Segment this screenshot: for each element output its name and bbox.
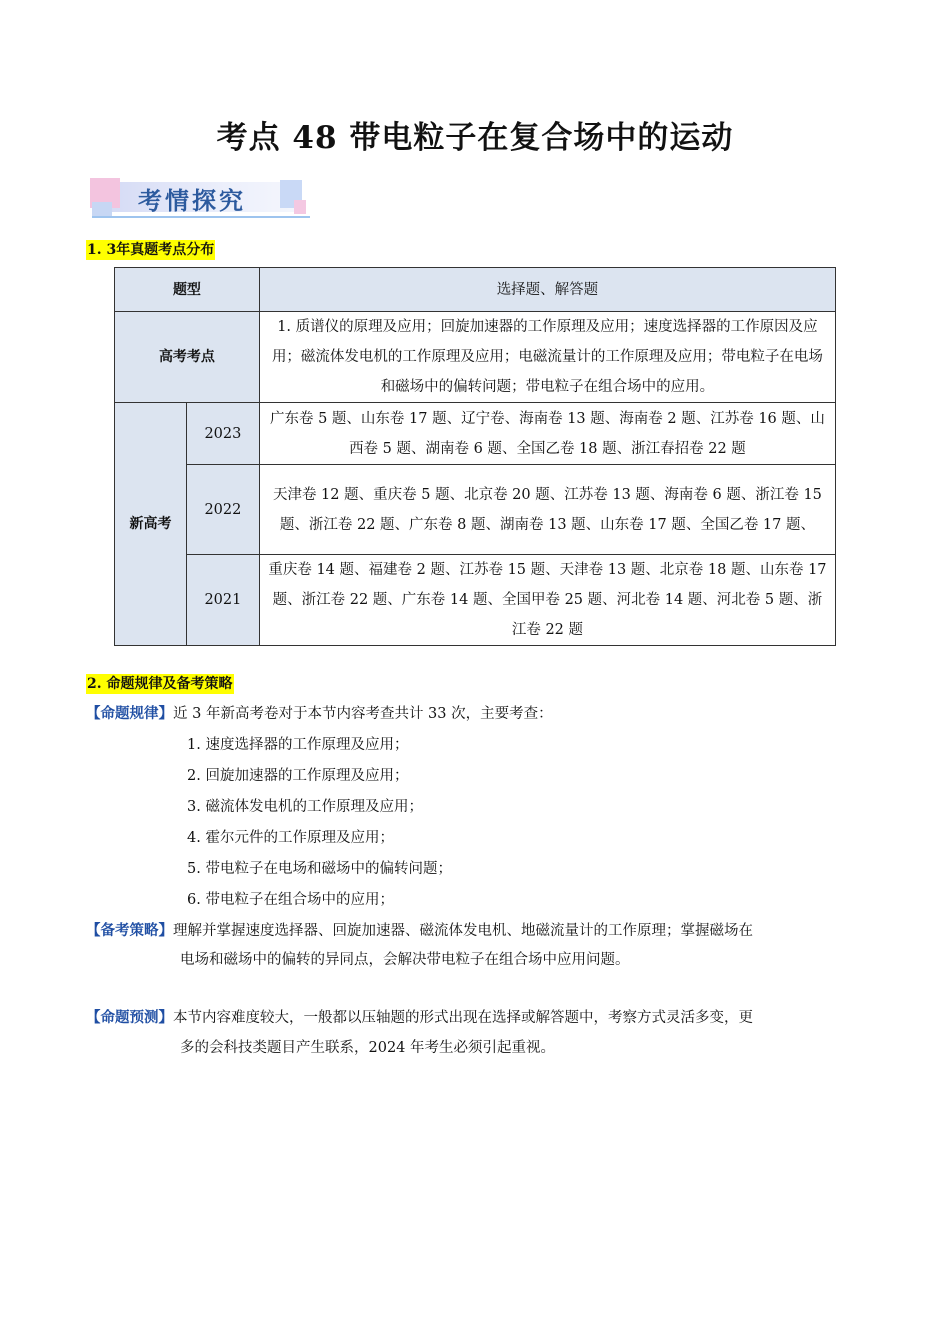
section2-heading: 2. 命题规律及备考策略 bbox=[87, 676, 233, 692]
list-item: 6. 带电粒子在组合场中的应用； bbox=[187, 892, 394, 908]
year-cell: 2021 bbox=[186, 555, 259, 646]
predict-line1: 本节内容难度较大，一般都以压轴题的形式出现在选择或解答题中，考察方式灵活多变，更 bbox=[173, 1010, 753, 1026]
table-row bbox=[115, 403, 836, 465]
section1-heading: 1. 3年真题考点分布 bbox=[87, 242, 215, 258]
banner-underline bbox=[92, 216, 310, 218]
predict-paragraph bbox=[86, 1003, 753, 1033]
strategy-paragraph bbox=[86, 916, 753, 946]
list-item: 2. 回旋加速器的工作原理及应用； bbox=[187, 768, 409, 784]
banner-decoration-pink-right bbox=[294, 200, 306, 214]
strategy-line2: 电场和磁场中的偏转的异同点，会解决带电粒子在组合场中应用问题。 bbox=[180, 952, 630, 968]
rule-paragraph bbox=[86, 699, 553, 729]
page-title: 考点 48 带电粒子在复合场中的运动 bbox=[216, 120, 734, 156]
strategy-line1: 理解并掌握速度选择器、回旋加速器、磁流体发电机、地磁流量计的工作原理；掌握磁场在 bbox=[173, 923, 753, 939]
predict-line2: 多的会科技类题目产生联系，2024 年考生必须引起重视。 bbox=[180, 1040, 556, 1056]
section-banner bbox=[90, 178, 312, 222]
year-cell: 2022 bbox=[186, 465, 259, 555]
year-content: 天津卷 12 题、重庆卷 5 题、北京卷 20 题、江苏卷 13 题、海南卷 6 题、浙江卷 15 题、浙江卷 22 题、广东卷 8 题、湖南卷 13 题、山东卷 17 题、全国乙卷 17 题、 bbox=[259, 465, 835, 555]
year-cell: 2023 bbox=[186, 403, 259, 465]
table-row bbox=[115, 555, 836, 646]
list-item: 1. 速度选择器的工作原理及应用； bbox=[187, 737, 409, 753]
rule-tag: 【命题规律】 bbox=[86, 706, 173, 722]
strategy-tag: 【备考策略】 bbox=[86, 923, 173, 939]
type-label: 题型 bbox=[115, 268, 260, 312]
table-row bbox=[115, 268, 836, 312]
list-item: 3. 磁流体发电机的工作原理及应用； bbox=[187, 799, 423, 815]
gaokao-value: 1. 质谱仪的原理及应用；回旋加速器的工作原理及应用；速度选择器的工作原因及应用；磁流体发电机的工作原理及应用；电磁流量计的工作原理及应用；带电粒子在电场和磁场中的偏转问题；带电粒子在组合场中的应用。 bbox=[259, 312, 835, 403]
year-content: 广东卷 5 题、山东卷 17 题、辽宁卷、海南卷 13 题、海南卷 2 题、江苏卷 16 题、山西卷 5 题、湖南卷 6 题、全国乙卷 18 题、浙江春招卷 22 题 bbox=[259, 403, 835, 465]
list-item: 5. 带电粒子在电场和磁场中的偏转问题； bbox=[187, 861, 452, 877]
exam-distribution-table bbox=[114, 267, 836, 646]
predict-tag: 【命题预测】 bbox=[86, 1010, 173, 1026]
new-gaokao-label: 新高考 bbox=[115, 403, 187, 646]
rule-text: 近 3 年新高考卷对于本节内容考查共计 33 次，主要考查： bbox=[173, 706, 553, 722]
year-content: 重庆卷 14 题、福建卷 2 题、江苏卷 15 题、天津卷 13 题、北京卷 18 题、山东卷 17 题、浙江卷 22 题、广东卷 14 题、全国甲卷 25 题、河北卷 14 题、河北卷 5 题、浙江卷 22 题 bbox=[259, 555, 835, 646]
gaokao-label: 高考考点 bbox=[115, 312, 260, 403]
type-value: 选择题、解答题 bbox=[259, 268, 835, 312]
list-item: 4. 霍尔元件的工作原理及应用； bbox=[187, 830, 394, 846]
table-row bbox=[115, 465, 836, 555]
banner-text: 考情探究 bbox=[138, 187, 246, 215]
table-row bbox=[115, 312, 836, 403]
